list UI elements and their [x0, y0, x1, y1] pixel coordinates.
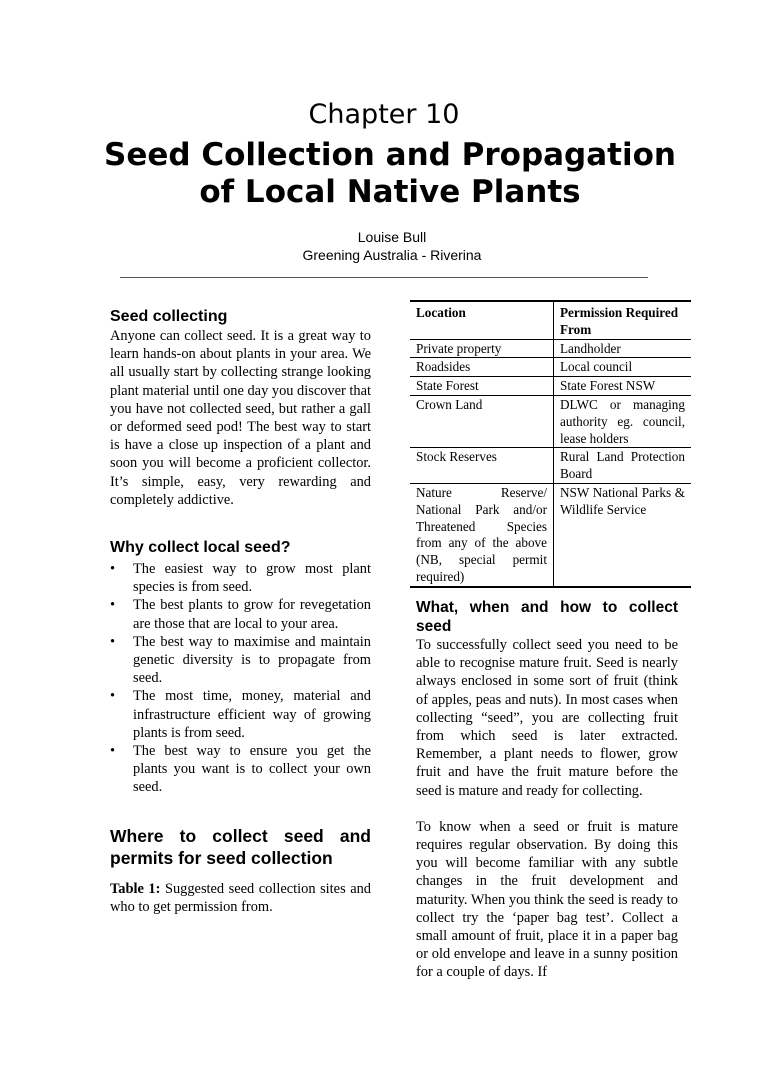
list-item	[110, 633, 371, 688]
table-cell-location: Private property	[410, 339, 554, 358]
list-item-text: The easiest way to grow most plant species is from seed.	[133, 561, 371, 596]
list-item	[110, 596, 371, 632]
list-item-text: The most time, money, material and infrastructure efficient way of growing plants is from seed.	[133, 688, 371, 741]
header-divider	[120, 277, 648, 278]
bullet-icon: •	[110, 633, 116, 650]
list-item	[110, 687, 371, 742]
table-cell-permission: Landholder	[554, 339, 692, 358]
table-row	[410, 448, 691, 484]
permission-table	[410, 300, 691, 588]
table-row	[410, 483, 691, 586]
bullet-icon: •	[110, 743, 116, 760]
seed-collecting-paragraph: Anyone can collect seed. It is a great way to learn hands-on about plants in your area. We all usually start by collecting strange looking plant material until one day you discover that you have not collected seed, but rather a gall or deformed seed pod! The best way to start is have a close up inspection of a plant and soon you will become a proficient collector. It’s simple, easy, very rewarding and completely addictive.	[110, 328, 371, 508]
table-row	[410, 358, 691, 377]
table-caption	[110, 880, 371, 916]
table-cell-location: Stock Reserves	[410, 448, 554, 484]
table-cell-permission: State Forest NSW	[554, 377, 692, 396]
table-row	[410, 339, 691, 358]
bullet-icon: •	[110, 688, 116, 705]
list-item	[110, 560, 371, 596]
what-paragraph-2: To know when a seed or fruit is mature requires regular observation. By doing this you will become familiar with any subtle changes in the fruit development and maturity. When you think the seed is ready to collect try the ‘paper bag test’. Collect a small amount of fruit, place it in a paper bag or old envelope and leave in a sunny position for a couple of days. If	[416, 818, 678, 981]
what-when-how-heading: What, when and how to collect seed	[416, 599, 678, 635]
chapter-title: Seed Collection and Propagation of Local Native Plants	[104, 137, 676, 210]
what-paragraph-1: To successfully collect seed you need to be able to recognise mature fruit. Seed is nearly always enclosed in some sort of fruit (think of apples, peas and nuts). In most cases when collecting “seed”, you are collecting fruit from which seed is later extracted. Remember, a plant needs to flower, grow fruit and have the fruit mature before the seed is mature and ready for collecting.	[416, 637, 678, 799]
table-cell-permission: Local council	[554, 358, 692, 377]
list-item	[110, 742, 371, 797]
author-name: Louise Bull	[357, 229, 427, 245]
table-cell-location: Roadsides	[410, 358, 554, 377]
bullet-icon: •	[110, 597, 116, 614]
list-item-text: The best plants to grow for revegetation are those that are local to your area.	[133, 597, 371, 632]
table-cell-location: State Forest	[410, 377, 554, 396]
table-cell-location: Crown Land	[410, 395, 554, 447]
table-row	[410, 377, 691, 396]
column-header-permission: Permission Required From	[554, 301, 692, 339]
table-cell-permission: NSW National Parks & Wildlife Service	[554, 483, 692, 586]
seed-collecting-heading: Seed collecting	[110, 308, 228, 325]
list-item-text: The best way to ensure you get the plants you want is to collect your own seed.	[133, 743, 371, 796]
list-item-text: The best way to maximise and maintain genetic diversity is to propagate from seed.	[133, 633, 371, 687]
why-collect-heading: Why collect local seed?	[110, 539, 291, 557]
table-cell-permission: DLWC or managing authority eg. council, lease holders	[554, 395, 692, 447]
table-caption-label: Table 1:	[110, 880, 161, 897]
author-organisation: Greening Australia - Riverina	[302, 247, 482, 263]
chapter-label: Chapter 10	[308, 99, 460, 130]
left-column	[110, 306, 371, 916]
column-header-location: Location	[410, 301, 554, 339]
bullet-icon: •	[110, 561, 116, 578]
table-row	[410, 395, 691, 447]
right-column	[416, 598, 678, 982]
why-collect-list	[110, 560, 371, 797]
table-caption-text: Suggested seed collection sites and who to get permission from.	[110, 880, 371, 915]
table-cell-permission: Rural Land Protection Board	[554, 448, 692, 484]
where-to-collect-heading: Where to collect seed and permits for seed collection	[110, 825, 371, 868]
table-cell-location: Nature Reserve/ National Park and/or Threatened Species from any of the above (NB, special permit required)	[410, 483, 554, 586]
table-header-row	[410, 301, 691, 339]
